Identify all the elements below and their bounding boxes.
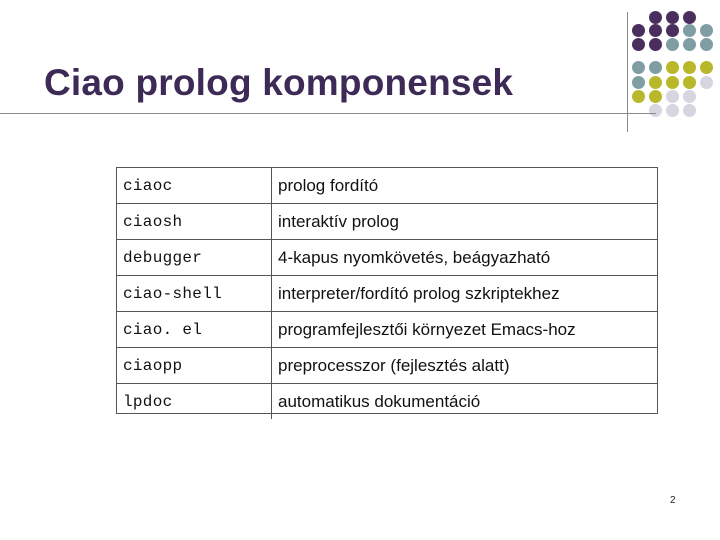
slide-title: Ciao prolog komponensek bbox=[44, 62, 514, 103]
description-cell: interaktív prolog bbox=[272, 204, 658, 240]
decorative-dot bbox=[683, 104, 696, 117]
description-cell: programfejlesztői környezet Emacs-hoz bbox=[272, 312, 658, 348]
decorative-dot bbox=[649, 90, 662, 103]
decorative-dot bbox=[700, 24, 713, 37]
decorative-dot bbox=[666, 11, 679, 24]
decorative-dot bbox=[632, 24, 645, 37]
description-cell: preprocesszor (fejlesztés alatt) bbox=[272, 348, 658, 384]
page-number: 2 bbox=[670, 495, 676, 506]
table-row bbox=[117, 240, 657, 276]
components-table bbox=[116, 167, 658, 414]
decorative-dot bbox=[649, 24, 662, 37]
description-cell: prolog fordító bbox=[272, 168, 658, 204]
table-row bbox=[117, 276, 657, 312]
decorative-dot bbox=[700, 76, 713, 89]
command-cell: ciao-shell bbox=[117, 276, 272, 312]
decorative-dot bbox=[683, 38, 696, 51]
table-row bbox=[117, 348, 657, 384]
title-divider bbox=[0, 113, 656, 114]
decorative-dot bbox=[666, 90, 679, 103]
decorative-dot bbox=[666, 76, 679, 89]
decorative-dot bbox=[632, 76, 645, 89]
decorative-dot bbox=[683, 24, 696, 37]
command-cell: debugger bbox=[117, 240, 272, 276]
decorative-dot bbox=[649, 61, 662, 74]
decorative-dot bbox=[683, 61, 696, 74]
command-cell: ciaosh bbox=[117, 204, 272, 240]
description-cell: automatikus dokumentáció bbox=[272, 384, 658, 420]
decorative-dot bbox=[683, 76, 696, 89]
decorative-dot bbox=[683, 11, 696, 24]
decorative-dot bbox=[632, 38, 645, 51]
command-cell: lpdoc bbox=[117, 384, 272, 420]
table-row bbox=[117, 384, 657, 420]
vertical-divider bbox=[627, 12, 628, 132]
description-cell: 4-kapus nyomkövetés, beágyazható bbox=[272, 240, 658, 276]
decorative-dot bbox=[666, 24, 679, 37]
decorative-dot bbox=[649, 11, 662, 24]
decorative-dot bbox=[700, 38, 713, 51]
table-row bbox=[117, 168, 657, 204]
decorative-dot bbox=[666, 38, 679, 51]
command-cell: ciaopp bbox=[117, 348, 272, 384]
decorative-dot bbox=[666, 104, 679, 117]
decorative-dot bbox=[632, 61, 645, 74]
decorative-dot bbox=[649, 104, 662, 117]
decorative-dot bbox=[666, 61, 679, 74]
decorative-dot bbox=[649, 38, 662, 51]
table-row bbox=[117, 312, 657, 348]
decorative-dot bbox=[649, 76, 662, 89]
table-row bbox=[117, 204, 657, 240]
decorative-dot bbox=[632, 90, 645, 103]
command-cell: ciaoc bbox=[117, 168, 272, 204]
description-cell: interpreter/fordító prolog szkriptekhez bbox=[272, 276, 658, 312]
command-cell: ciao. el bbox=[117, 312, 272, 348]
decorative-dot bbox=[683, 90, 696, 103]
decorative-dot bbox=[700, 61, 713, 74]
